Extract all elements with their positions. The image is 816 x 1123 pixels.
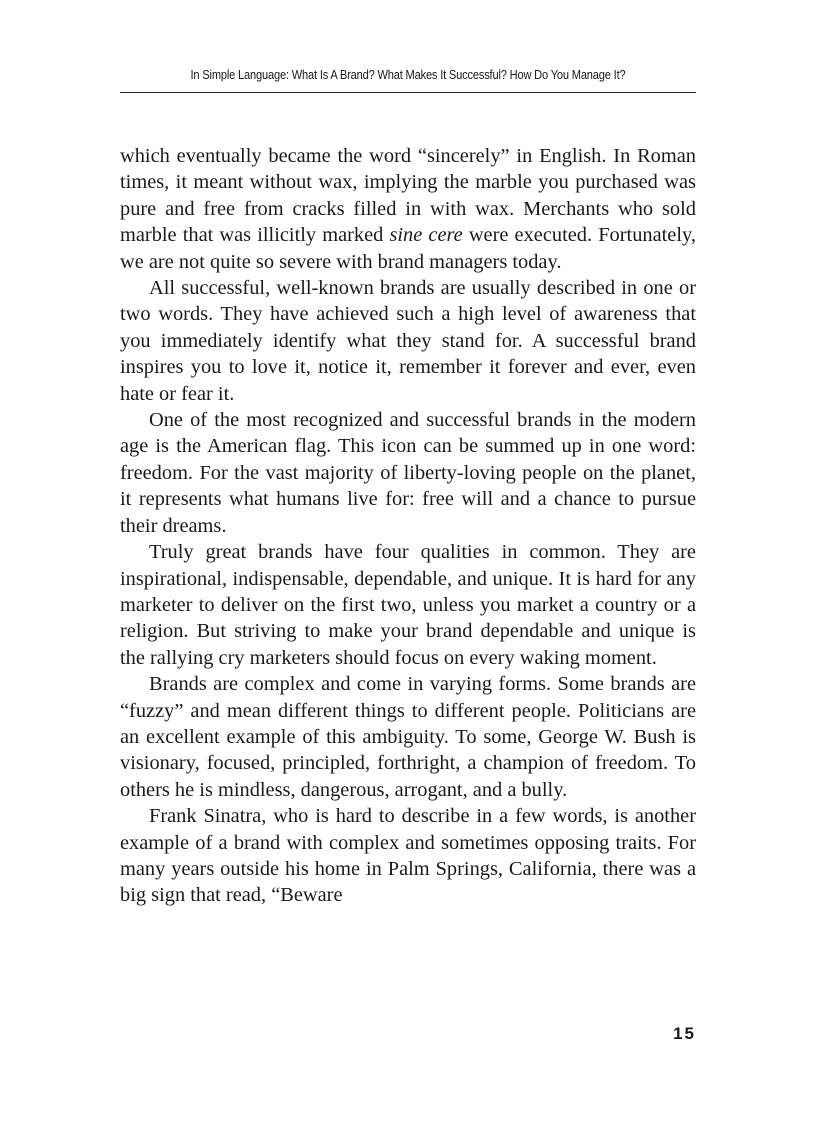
body-text [120,143,696,909]
italic-phrase: sine cere [389,224,463,247]
paragraph: Brands are complex and come in varying forms. Some brands are “fuzzy” and mean different things to different people. Politicians are an excellent example of this ambiguity. To some, George W. Bush is visionary, focused, principled, forthright, a champion of freedom. To others he is mindless, dangerous, arrogant, and a bully. [120,673,696,801]
header-rule [120,92,696,93]
paragraph: All successful, well-known brands are usually described in one or two words. They have achieved such a high level of awareness that you immediately identify what they stand for. A successful brand inspires you to love it, notice it, remember it forever and ever, even hate or fear it. [120,277,696,405]
paragraph: One of the most recognized and successful brands in the modern age is the American flag. This icon can be summed up in one word: freedom. For the vast majority of liberty-loving people on the planet, it represents what humans live for: free will and a chance to pursue their dreams. [120,409,696,537]
paragraph: Truly great brands have four qualities in common. They are inspirational, indispensable, dependable, and unique. It is hard for any marketer to deliver on the first two, unless you market a country or a religion. But striving to make your brand dependable and unique is the rallying cry marketers should focus on every waking moment. [120,541,696,669]
running-head: In Simple Language: What Is A Brand? What Makes It Successful? How Do You Manage It? [190,68,626,82]
page-number: 15 [673,1024,696,1043]
paragraph [120,143,696,275]
paragraph-text: were executed. Fortunately, we are not quite so severe with brand managers today. [120,224,696,273]
paragraph: Frank Sinatra, who is hard to describe in a few words, is another example of a brand with complex and sometimes opposing traits. For many years outside his home in Palm Springs, California, there was a big sign that read, “Beware [120,805,696,907]
paragraph-text: which eventually became the word “sincerely” in English. In Roman times, it meant without wax, implying the marble you purchased was pure and free from cracks filled in with wax. Merchants who sold marble that was illicitly marked [120,145,696,247]
